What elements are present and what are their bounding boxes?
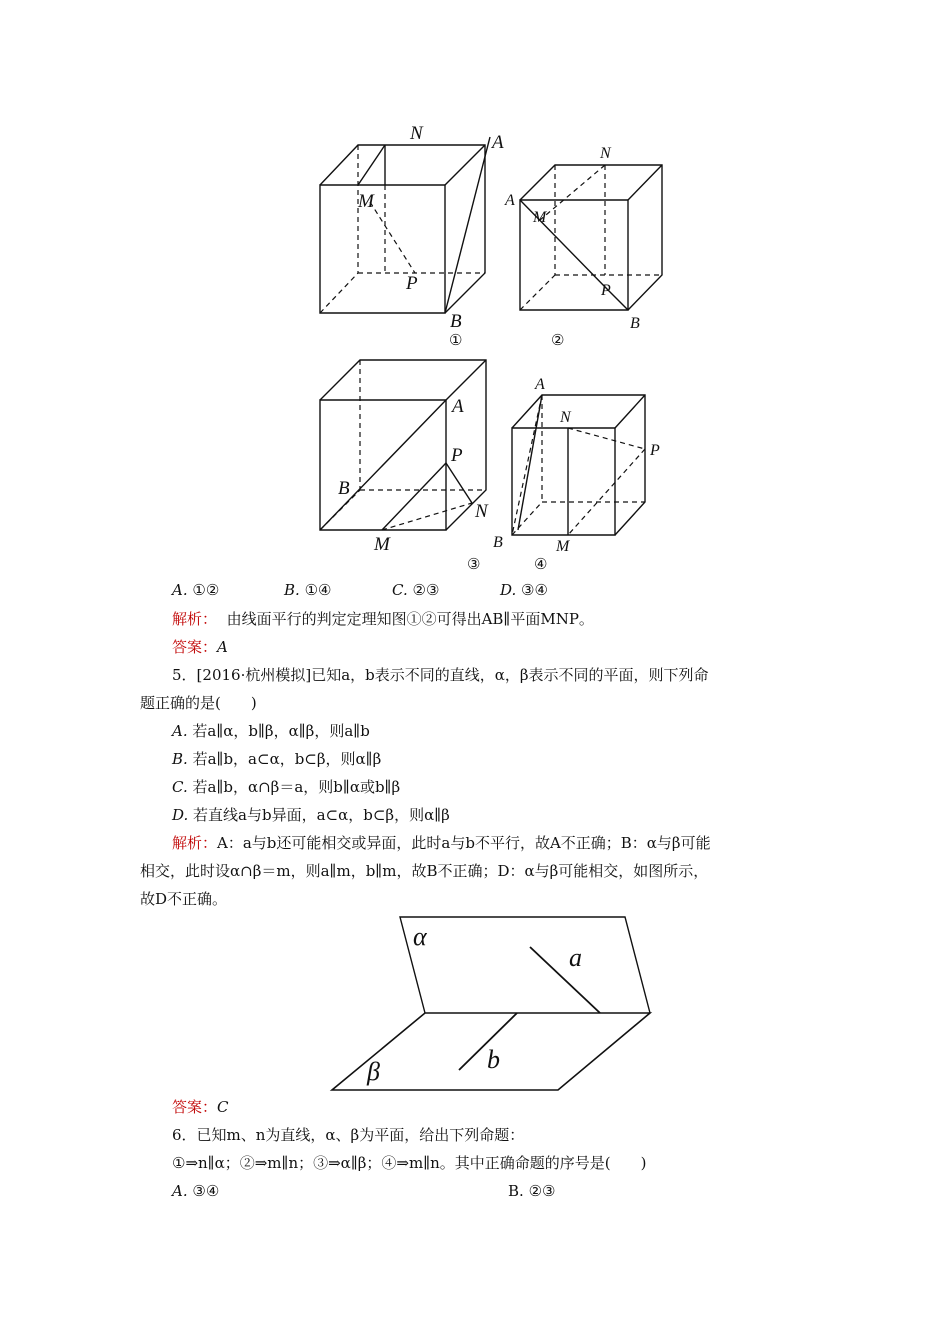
q5-option-a: A. 若a∥α，b∥β，α∥β，则a∥b (172, 722, 370, 740)
q6-stem-line-1: 6．已知m、n为直线，α、β为平面，给出下列命题： (172, 1126, 525, 1144)
fig3-label-n: N (475, 501, 488, 522)
fig3-label-b: B (338, 478, 350, 499)
fig1-label-m: M (358, 191, 374, 212)
q5-analysis-line-1: 解析：A：a与b还可能相交或异面，此时a与b不平行，故A不正确；B：α与β可能 (172, 834, 711, 852)
figure-2-cube (500, 140, 680, 330)
fig4-label-b: B (493, 534, 503, 551)
q5-answer-label: 答案： (172, 1098, 218, 1116)
q5-stem-line-1: 5．[2016·杭州模拟]已知a，b表示不同的直线，α，β表示不同的平面，则下列命 (172, 666, 709, 684)
fig2-label-m: M (533, 209, 547, 226)
fig1-label-a: A (492, 132, 504, 153)
fig4-label-n: N (560, 409, 571, 426)
figure-3-caption: ③ (467, 555, 481, 573)
q4-analysis-label: 解析： (172, 610, 218, 628)
figure-1-caption: ① (449, 331, 463, 349)
figure-4-caption: ④ (534, 555, 548, 573)
fig1-label-p: P (406, 273, 418, 294)
fig2-label-a: A (505, 192, 515, 209)
figure-2-caption: ② (551, 331, 565, 349)
q6-option-b: B. ②③ (508, 1182, 556, 1200)
fig4-label-a: A (535, 376, 545, 393)
q4-option-d: D. ③④ (500, 581, 548, 599)
fig3-label-m: M (374, 534, 390, 555)
q5-analysis-line-3: 故D不正确。 (140, 890, 228, 908)
line-label-b: b (487, 1045, 500, 1074)
fig3-label-p: P (451, 445, 463, 466)
fig1-label-n: N (410, 123, 423, 144)
q4-answer: 答案：A (172, 638, 228, 656)
q4-analysis: 解析： 由线面平行的判定定理知图①②可得出AB∥平面MNP。 (172, 610, 594, 628)
fig4-label-m: M (556, 538, 570, 555)
plane-label-beta: β (367, 1057, 380, 1086)
q5-option-d: D. 若直线a与b异面，a⊂α，b⊂β，则α∥β (172, 806, 450, 824)
fig2-label-n: N (600, 145, 611, 162)
plane-label-alpha: α (413, 922, 427, 951)
q5-answer: 答案：C (172, 1098, 229, 1116)
q6-option-a: A. ③④ (172, 1182, 220, 1200)
q4-option-a: A. ①② (172, 581, 220, 599)
figure-4-cube (490, 375, 680, 555)
q5-analysis-label: 解析： (172, 834, 218, 852)
q5-option-c: C. 若a∥b，α∩β＝a，则b∥α或b∥β (172, 778, 401, 796)
q6-stem-line-2: ①⇒n∥α；②⇒m∥n；③⇒α∥β；④⇒m∥n。其中正确命题的序号是( ) (172, 1154, 647, 1172)
q4-option-c: C. ②③ (392, 581, 440, 599)
planes-figure (325, 910, 665, 1100)
figure-1-cube (300, 115, 520, 335)
line-label-a: a (569, 943, 582, 972)
fig2-label-b: B (630, 315, 640, 332)
fig3-label-a: A (452, 396, 464, 417)
q4-option-b: B. ①④ (284, 581, 332, 599)
fig2-label-p: P (601, 282, 611, 299)
fig4-label-p: P (650, 442, 660, 459)
q5-analysis-line-2: 相交，此时设α∩β＝m，则a∥m，b∥m，故B不正确；D：α与β可能相交，如图所示， (140, 862, 709, 880)
q4-answer-label: 答案： (172, 638, 218, 656)
q5-stem-line-2: 题正确的是( ) (140, 694, 257, 712)
figure-3-cube (300, 345, 510, 560)
q5-option-b: B. 若a∥b，a⊂α，b⊂β，则α∥β (172, 750, 382, 768)
fig1-label-b: B (450, 311, 462, 332)
